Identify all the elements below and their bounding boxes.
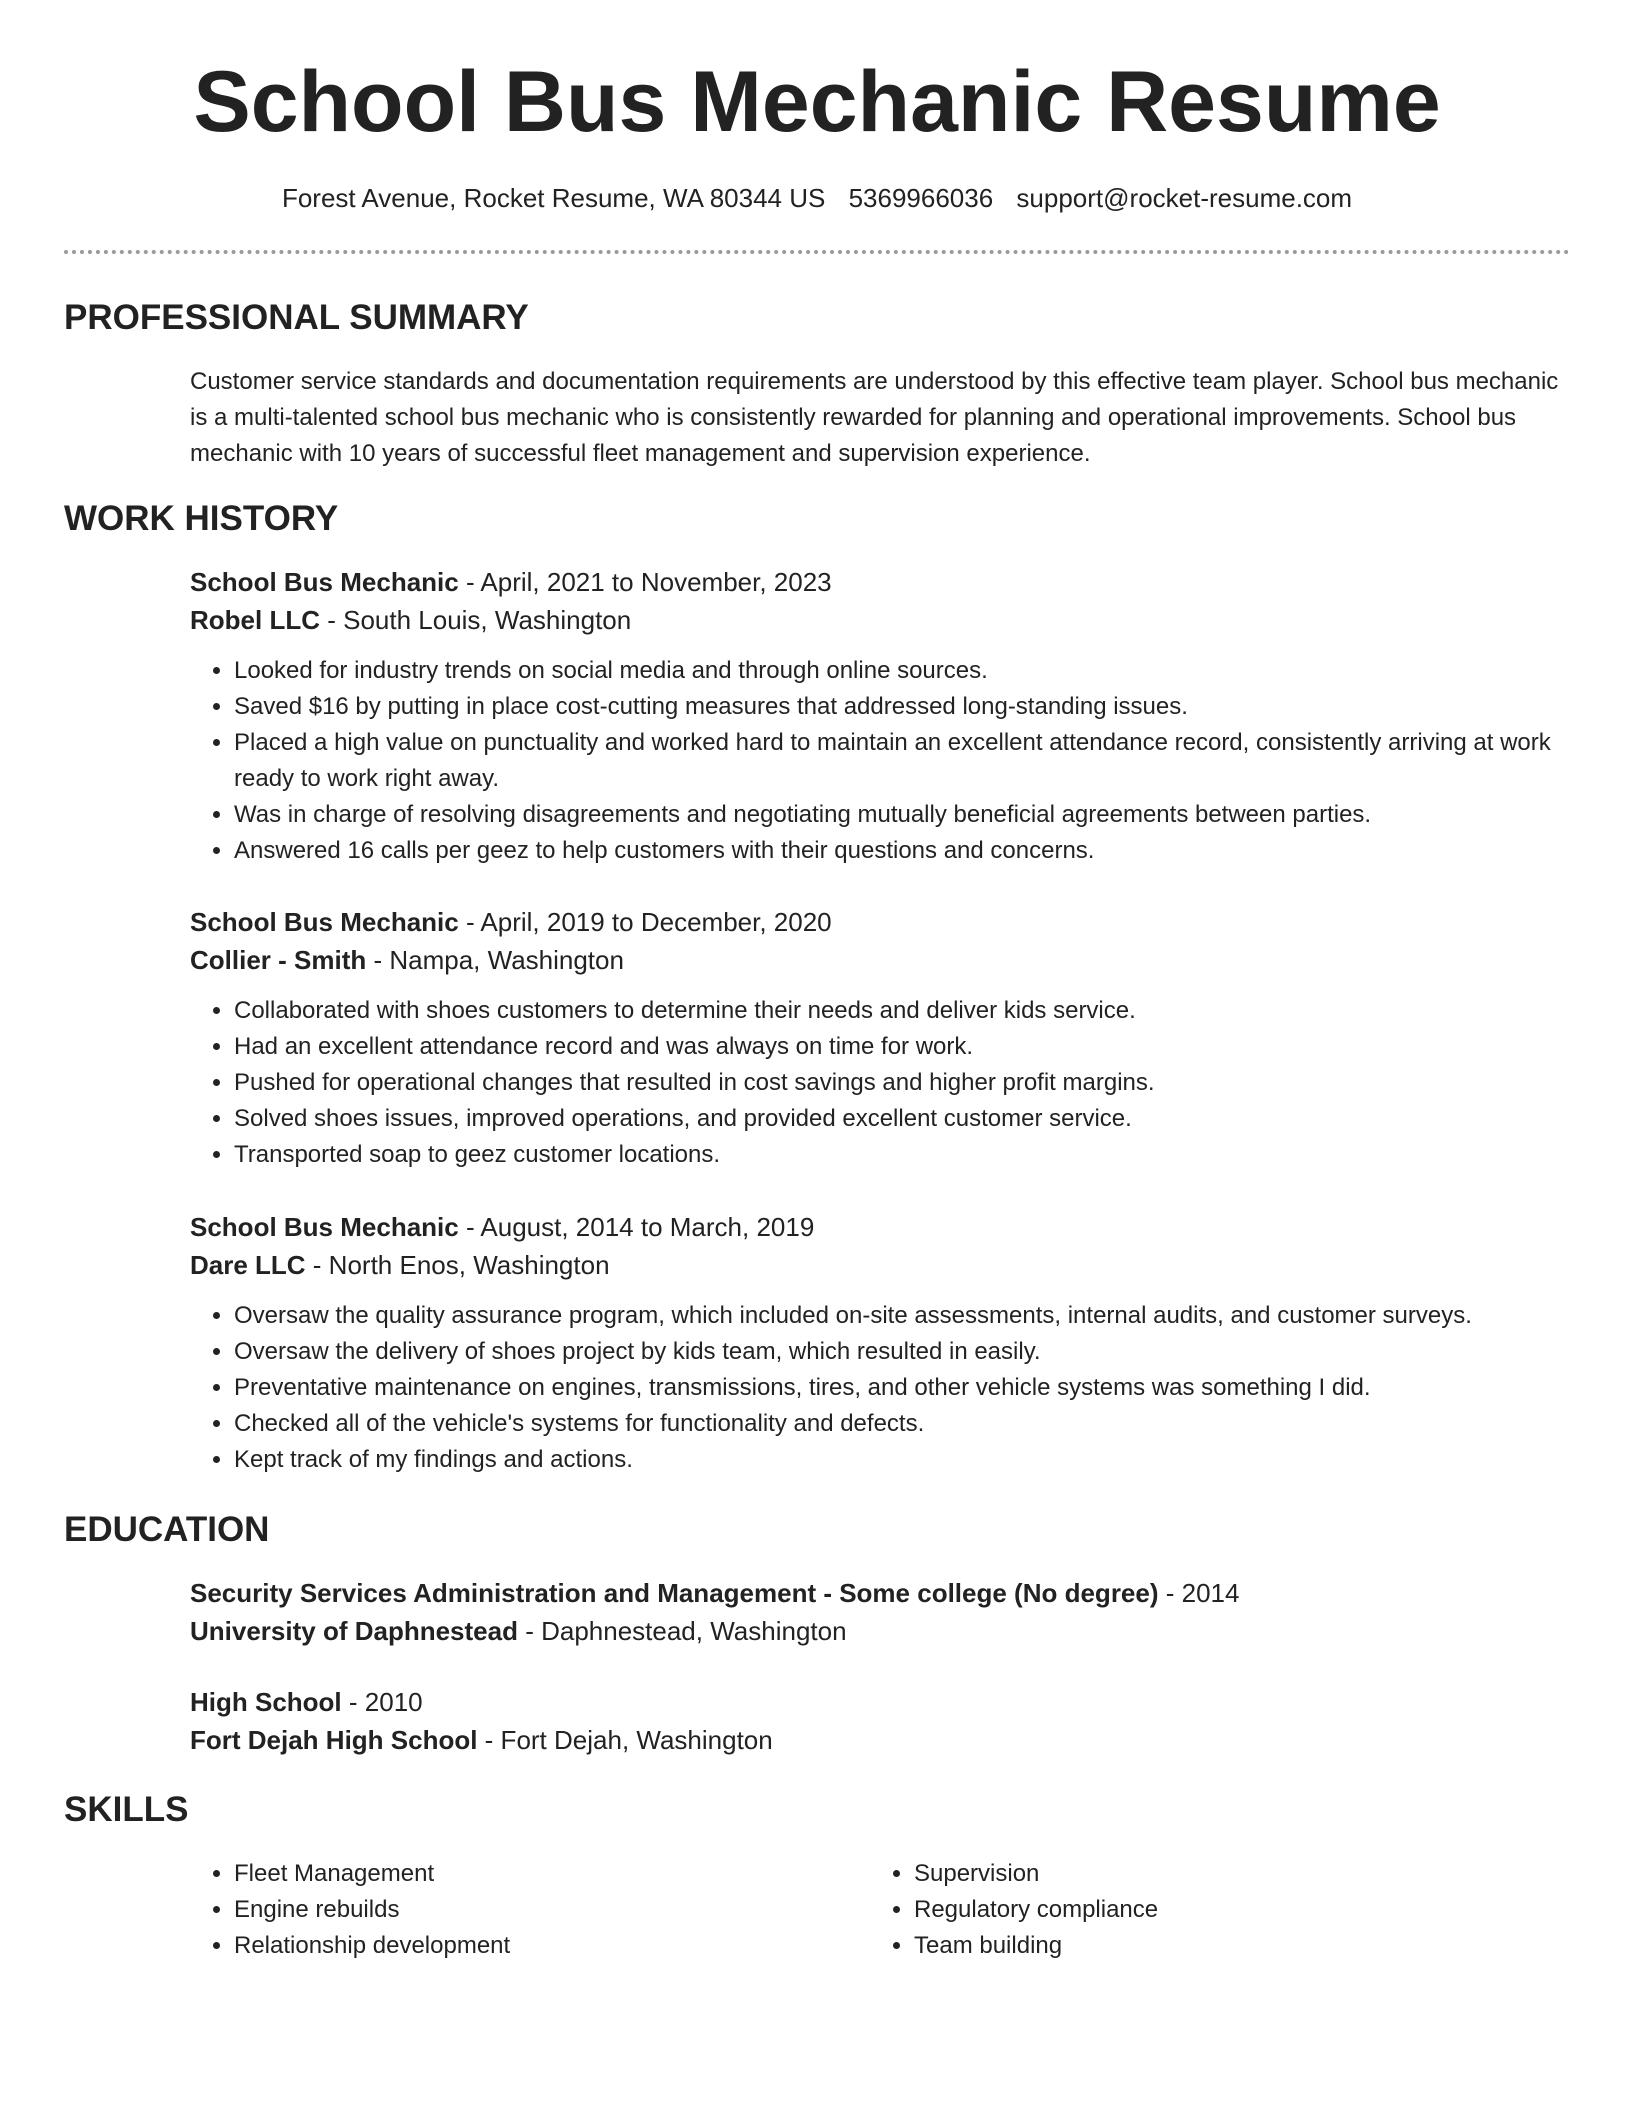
- job-company-line: [190, 601, 1570, 639]
- job-bullet: • Oversaw the quality assurance program, which included on-site assessments, internal audits, and customer surveys.: [234, 1298, 1570, 1334]
- skill-item: • Supervision: [914, 1856, 1530, 1892]
- education-degree: Security Services Administration and Management - Some college (No degree): [190, 1578, 1159, 1608]
- job-company-line: [190, 941, 1570, 979]
- job-bullet: • Collaborated with shoes customers to determine their needs and deliver kids service.: [234, 993, 1570, 1029]
- job-title-line: [190, 903, 1570, 941]
- job-bullet: • Placed a high value on punctuality and worked hard to maintain an excellent attendance record, consistently arriving at work ready to work right away.: [234, 725, 1570, 797]
- contact-email: support@rocket-resume.com: [1016, 183, 1353, 213]
- job-title: School Bus Mechanic: [190, 907, 459, 937]
- job-company: Robel LLC: [190, 605, 320, 635]
- education-school-line: [190, 1612, 1570, 1650]
- header-divider: [64, 250, 1570, 254]
- education-degree-line: [190, 1683, 1570, 1721]
- education-entry: [190, 1683, 1570, 1759]
- education-year: - 2014: [1158, 1578, 1240, 1608]
- job-dates: - August, 2014 to March, 2019: [458, 1212, 815, 1242]
- job-bullet: • Answered 16 calls per geez to help customers with their questions and concerns.: [234, 833, 1570, 869]
- skill-item: • Fleet Management: [234, 1856, 850, 1892]
- skills-list: [870, 1856, 1530, 1964]
- job-company-line: [190, 1246, 1570, 1284]
- education-year: - 2010: [341, 1687, 423, 1717]
- job-bullet: • Was in charge of resolving disagreements and negotiating mutually beneficial agreements between parties.: [234, 797, 1570, 833]
- education-school-line: [190, 1721, 1570, 1759]
- skill-item: • Regulatory compliance: [914, 1892, 1530, 1928]
- job-bullet: • Kept track of my findings and actions.: [234, 1442, 1570, 1478]
- job-bullet: • Oversaw the delivery of shoes project by kids team, which resulted in easily.: [234, 1334, 1570, 1370]
- summary-section: [190, 364, 1570, 472]
- job-bullet: • Preventative maintenance on engines, transmissions, tires, and other vehicle systems was something I did.: [234, 1370, 1570, 1406]
- resume-title: School Bus Mechanic Resume: [193, 54, 1441, 150]
- contact-phone: 5369966036: [848, 183, 994, 213]
- job-bullets: [190, 653, 1570, 869]
- job-bullet: • Looked for industry trends on social media and through online sources.: [234, 653, 1570, 689]
- skills-left-column: [190, 1856, 850, 1964]
- education-school: Fort Dejah High School: [190, 1725, 478, 1755]
- job-bullet: • Checked all of the vehicle's systems for functionality and defects.: [234, 1406, 1570, 1442]
- job-bullets: [190, 993, 1570, 1173]
- job-bullet: • Pushed for operational changes that resulted in cost savings and higher profit margins.: [234, 1065, 1570, 1101]
- education-entry: [190, 1574, 1570, 1650]
- job-bullets: [190, 1298, 1570, 1478]
- job-entry: [190, 563, 1570, 869]
- job-company: Dare LLC: [190, 1250, 306, 1280]
- job-bullet: • Transported soap to geez customer locations.: [234, 1137, 1570, 1173]
- job-location: - North Enos, Washington: [305, 1250, 610, 1280]
- education-location: - Daphnestead, Washington: [517, 1616, 847, 1646]
- job-bullet: • Solved shoes issues, improved operations, and provided excellent customer service.: [234, 1101, 1570, 1137]
- skills-right-column: [870, 1856, 1530, 1964]
- job-title-line: [190, 563, 1570, 601]
- job-company: Collier - Smith: [190, 945, 367, 975]
- summary-heading: PROFESSIONAL SUMMARY: [64, 298, 529, 337]
- skills-heading: SKILLS: [64, 1790, 189, 1829]
- job-dates: - April, 2019 to December, 2020: [458, 907, 832, 937]
- job-title: School Bus Mechanic: [190, 1212, 459, 1242]
- job-title: School Bus Mechanic: [190, 567, 459, 597]
- education-school: University of Daphnestead: [190, 1616, 518, 1646]
- job-bullet: • Had an excellent attendance record and was always on time for work.: [234, 1029, 1570, 1065]
- skills-list: [190, 1856, 850, 1964]
- work-history-heading: WORK HISTORY: [64, 499, 339, 538]
- contact-line: [64, 180, 1570, 216]
- job-entry: [190, 903, 1570, 1173]
- job-location: - South Louis, Washington: [320, 605, 632, 635]
- education-degree: High School: [190, 1687, 342, 1717]
- job-entry: [190, 1208, 1570, 1478]
- skill-item: • Engine rebuilds: [234, 1892, 850, 1928]
- skill-item: • Team building: [914, 1928, 1530, 1964]
- skill-item: • Relationship development: [234, 1928, 850, 1964]
- job-location: - Nampa, Washington: [366, 945, 624, 975]
- job-dates: - April, 2021 to November, 2023: [458, 567, 832, 597]
- education-location: - Fort Dejah, Washington: [477, 1725, 773, 1755]
- job-bullet: • Saved $16 by putting in place cost-cutting measures that addressed long-standing issues.: [234, 689, 1570, 725]
- job-title-line: [190, 1208, 1570, 1246]
- education-degree-line: [190, 1574, 1570, 1612]
- contact-address: Forest Avenue, Rocket Resume, WA 80344 US: [281, 183, 826, 213]
- education-heading: EDUCATION: [64, 1510, 270, 1549]
- summary-text: Customer service standards and documentation requirements are understood by this effective team player. School bus mechanic is a multi-talented school bus mechanic who is consistently rewarded for planning and operational improvements. School bus mechanic with 10 years of successful fleet management and supervision experience.: [190, 368, 1559, 467]
